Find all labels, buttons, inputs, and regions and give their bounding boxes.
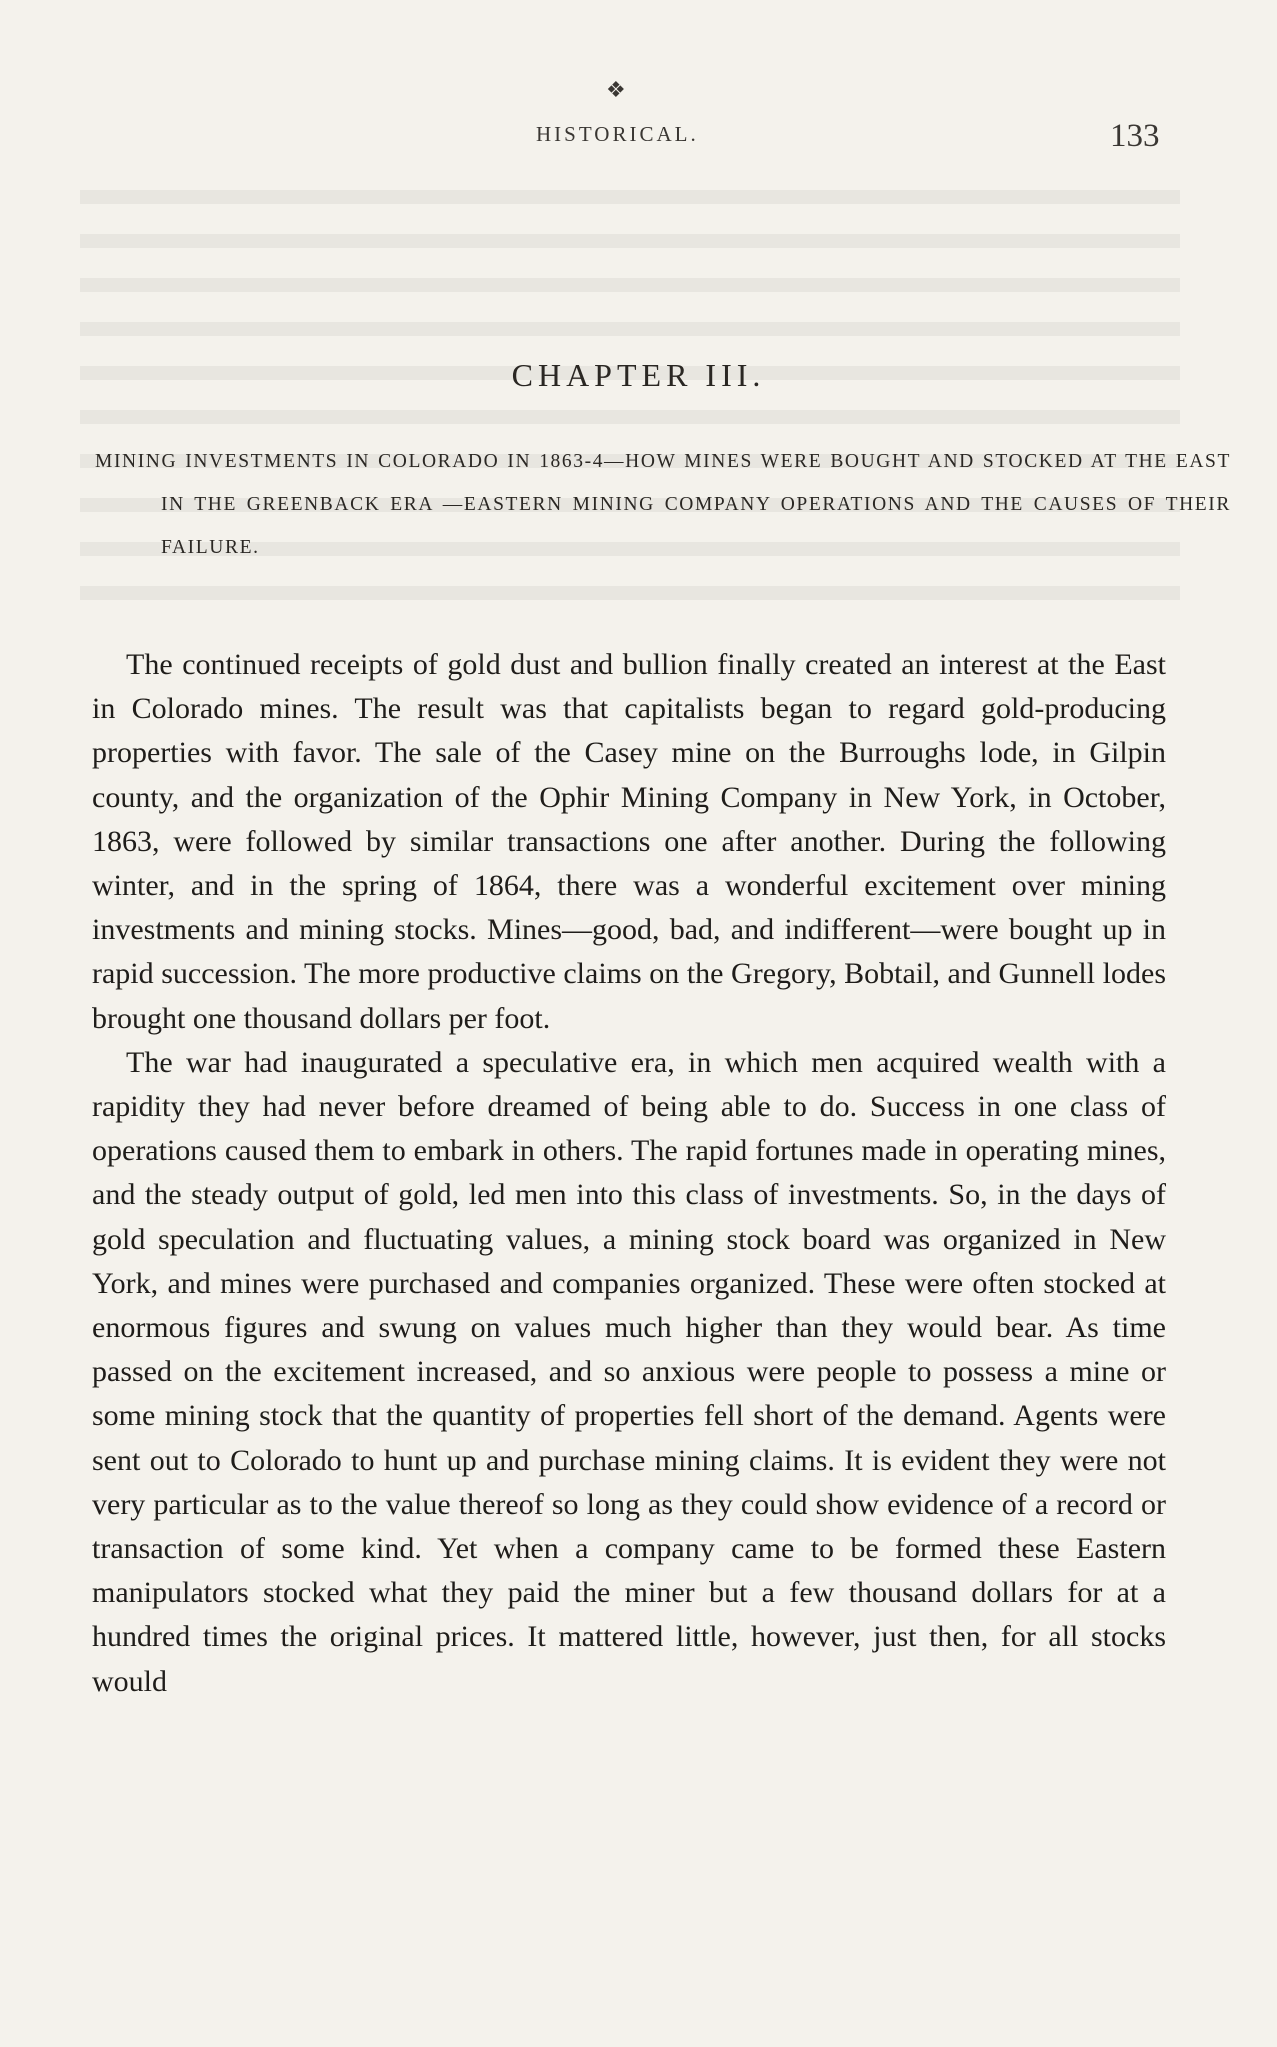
paragraph: The continued receipts of gold dust and bullion finally created an interest at the East in Colorado mines. The result was that capitalists began to regard gold-producing properties with favor. The sale of the Casey mine on the Burroughs lode, in Gilpin county, and the organization of the Ophir Mining Company in New York, in October, 1863, were followed by similar transactions one after another. During the following winter, and in the spring of 1864, there was a wonderful excitement over mining investments and mining stocks. Mines—good, bad, and indifferent—were bought up in rapid succession. The more productive claims on the Gregory, Bobtail, and Gunnell lodes brought one thousand dollars per foot. [92,648,1166,1035]
body-text [92,643,1166,1704]
running-head: HISTORICAL. [536,122,699,146]
chapter-synopsis: MINING INVESTMENTS IN COLORADO IN 1863-4—HOW MINES WERE BOUGHT AND STOCKED AT THE EAST IN THE GREENBACK ERA —EASTERN MINING COMPANY OPERATIONS AND THE CAUSES OF THEIR FAILURE. [95,451,1231,558]
page-number: 133 [1110,118,1160,154]
paragraph: The war had inaugurated a speculative era, in which men acquired wealth with a rapidity they had never before dreamed of being able to do. Success in one class of operations caused them to embark in others. The rapid fortunes made in operating mines, and the steady output of gold, led men into this class of investments. So, in the days of gold speculation and fluctuating values, a mining stock board was organized in New York, and mines were purchased and companies organized. These were often stocked at enormous figures and swung on values much higher than they would bear. As time passed on the excitement increased, and so anxious were people to possess a mine or some mining stock that the quantity of properties fell short of the demand. Agents were sent out to Colorado to hunt up and purchase mining claims. It is evident they were not very particular as to the value thereof so long as they could show evidence of a record or transaction of some kind. Yet when a company came to be formed these Eastern manipulators stocked what they paid the miner but a few thousand dollars for at a hundred times the original prices. It mattered little, however, just then, for all stocks would [92,1045,1166,1698]
chapter-title: CHAPTER III. [511,357,766,393]
header-ornament: ❖ [606,78,626,103]
